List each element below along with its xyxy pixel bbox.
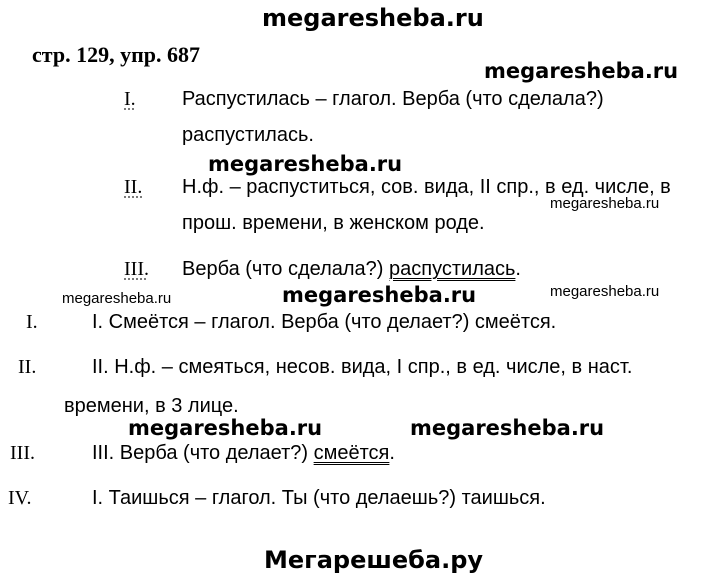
numeral-b2-4: IV. <box>8 487 32 509</box>
block1-line3-text: Верба (что сделала?) <box>182 258 390 280</box>
block2-line1: I. Смеётся – глагол. Верба (что делает?) смеётся. <box>92 311 557 333</box>
block2-line3-end: . <box>389 442 395 464</box>
numeral-2: II. <box>124 176 143 198</box>
block1-line3-end: . <box>515 258 521 280</box>
watermark-footer: Мегарешеба.ру <box>264 546 484 574</box>
block2-line2-cont: времени, в 3 лице. <box>64 395 239 417</box>
block1-line1-cont: распустилась. <box>182 124 314 146</box>
watermark-4: megaresheba.ru <box>62 290 172 307</box>
block1-line1: Распустилась – глагол. Верба (что сделала?) <box>182 88 604 110</box>
exercise-heading: стр. 129, упр. 687 <box>32 42 200 67</box>
block1-line2-cont: прош. времени, в женском роде. <box>182 212 485 234</box>
block2-line3 <box>92 442 395 465</box>
watermark-5: megaresheba.ru <box>282 283 477 307</box>
watermark-3: megaresheba.ru <box>550 195 660 212</box>
watermark-1: megaresheba.ru <box>484 59 679 83</box>
predicate-verb-1: распустилась <box>389 258 516 280</box>
watermark-6: megaresheba.ru <box>550 283 660 300</box>
numeral-b2-3: III. <box>10 442 35 464</box>
block2-line2: II. Н.ф. – смеяться, несов. вида, I спр., в ед. числе, в наст. <box>92 356 633 378</box>
watermark-top: megaresheba.ru <box>262 4 484 32</box>
block1-line3 <box>182 258 521 281</box>
numeral-b2-2: II. <box>18 356 37 378</box>
watermark-7: megaresheba.ru <box>128 416 323 440</box>
watermark-2: megaresheba.ru <box>208 152 403 176</box>
predicate-verb-2: смеётся <box>313 442 390 464</box>
numeral-b2-1: I. <box>26 311 38 333</box>
block1-line2: Н.ф. – распуститься, сов. вида, II спр., в ед. числе, в <box>182 176 671 198</box>
numeral-1: I. <box>124 88 136 110</box>
numeral-3: III. <box>124 258 149 280</box>
watermark-8: megaresheba.ru <box>410 416 605 440</box>
block2-line3-text: III. Верба (что делает?) <box>92 442 314 464</box>
block2-line4: I. Таишься – глагол. Ты (что делаешь?) таишься. <box>92 487 546 509</box>
